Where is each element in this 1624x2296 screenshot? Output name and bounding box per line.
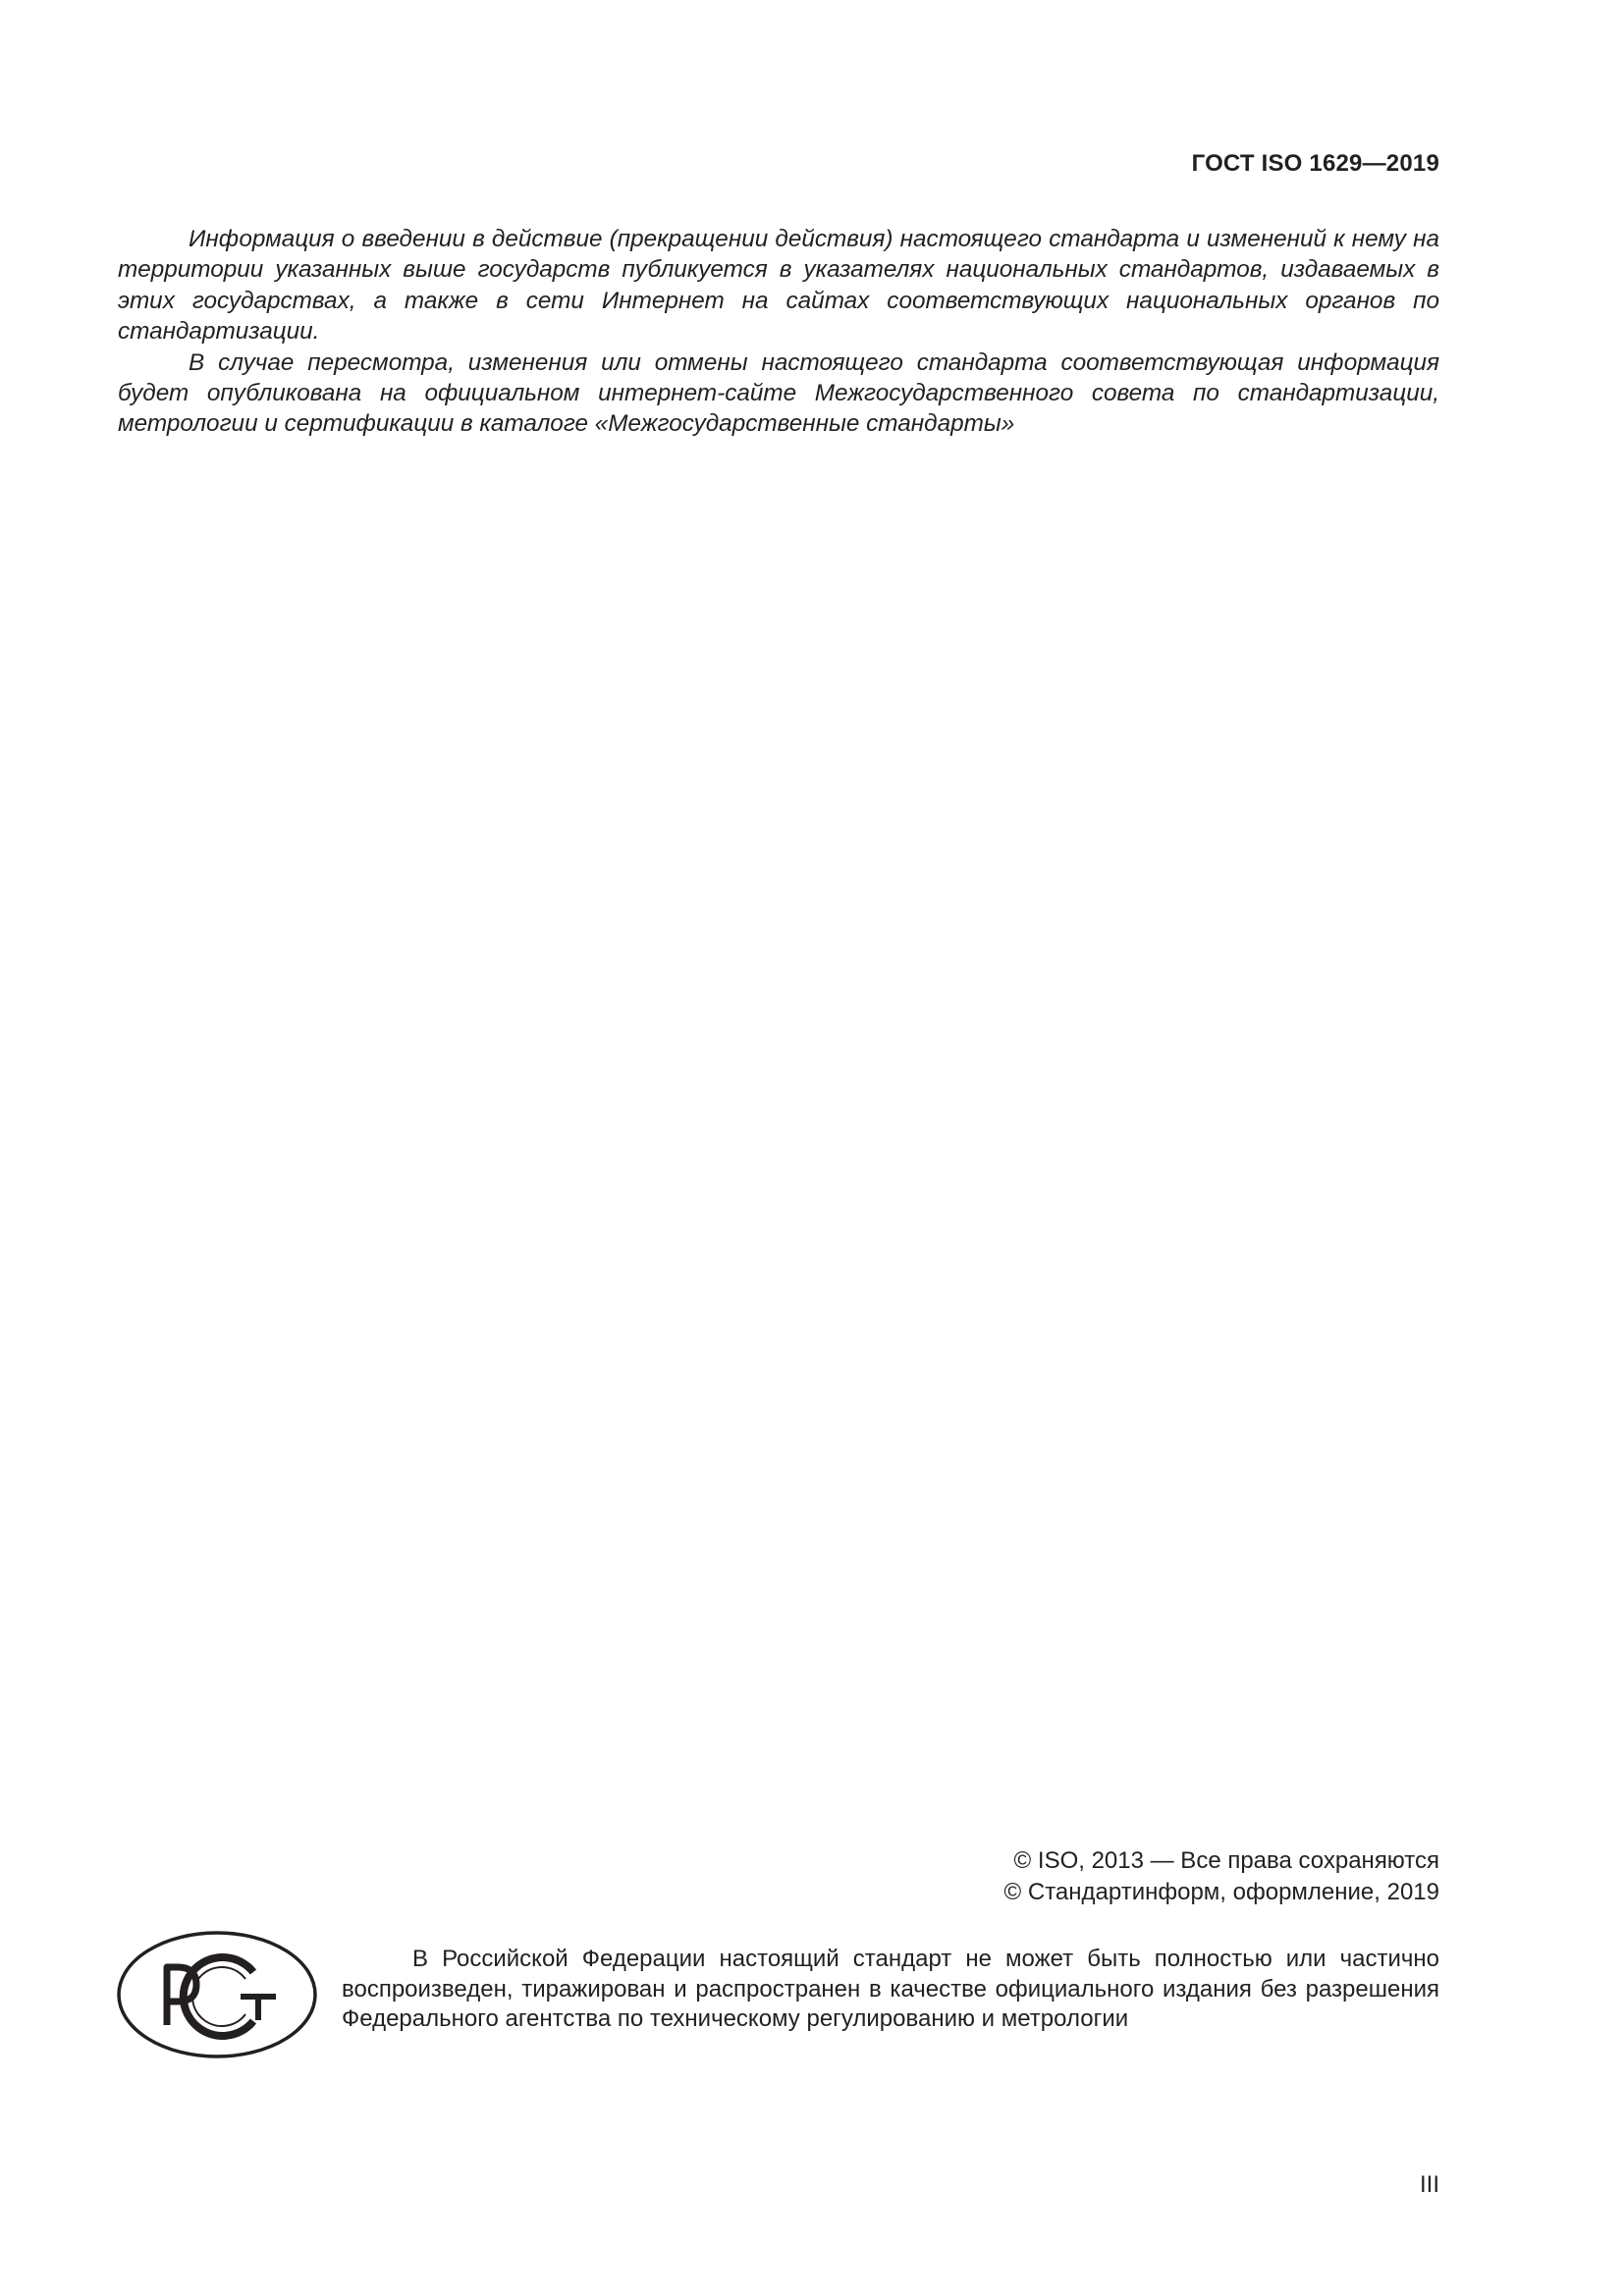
iso-copyright: © ISO, 2013 — Все права сохраняются xyxy=(1013,1847,1439,1874)
rst-certification-mark-icon xyxy=(116,1930,318,2059)
intro-paragraph-1: Информация о введении в действие (прекращении действия) настоящего стандарта и изменений к нему на территории указанных выше государств публикуется в указателях национальных стандартов, издаваемых в этих государствах, а также в сети Интернет на сайтах соответствующих национальных органов по стандартизации. xyxy=(118,226,1439,346)
document-designation: ГОСТ ISO 1629—2019 xyxy=(1191,150,1439,177)
copyright-block xyxy=(1004,1845,1439,1908)
reproduction-notice: В Российской Федерации настоящий стандарт не может быть полностью или частично воспроизведен, тиражирован и распространен в качестве официального издания без разрешения Федерального агентства по техническому регулированию и метрологии xyxy=(342,1946,1439,2033)
page-number: III xyxy=(1419,2171,1439,2198)
publisher-copyright: © Стандартинформ, оформление, 2019 xyxy=(1003,1879,1439,1905)
rst-logo-graphic xyxy=(116,1930,318,2059)
intro-text xyxy=(118,224,1439,440)
intro-paragraph-2: В случае пересмотра, изменения или отмены настоящего стандарта соответствующая информация будет опубликована на официальном интернет-сайте Межгосударственного совета по стандартизации, метрологии и сертификации в каталоге «Межгосударственные стандарты» xyxy=(118,348,1439,438)
